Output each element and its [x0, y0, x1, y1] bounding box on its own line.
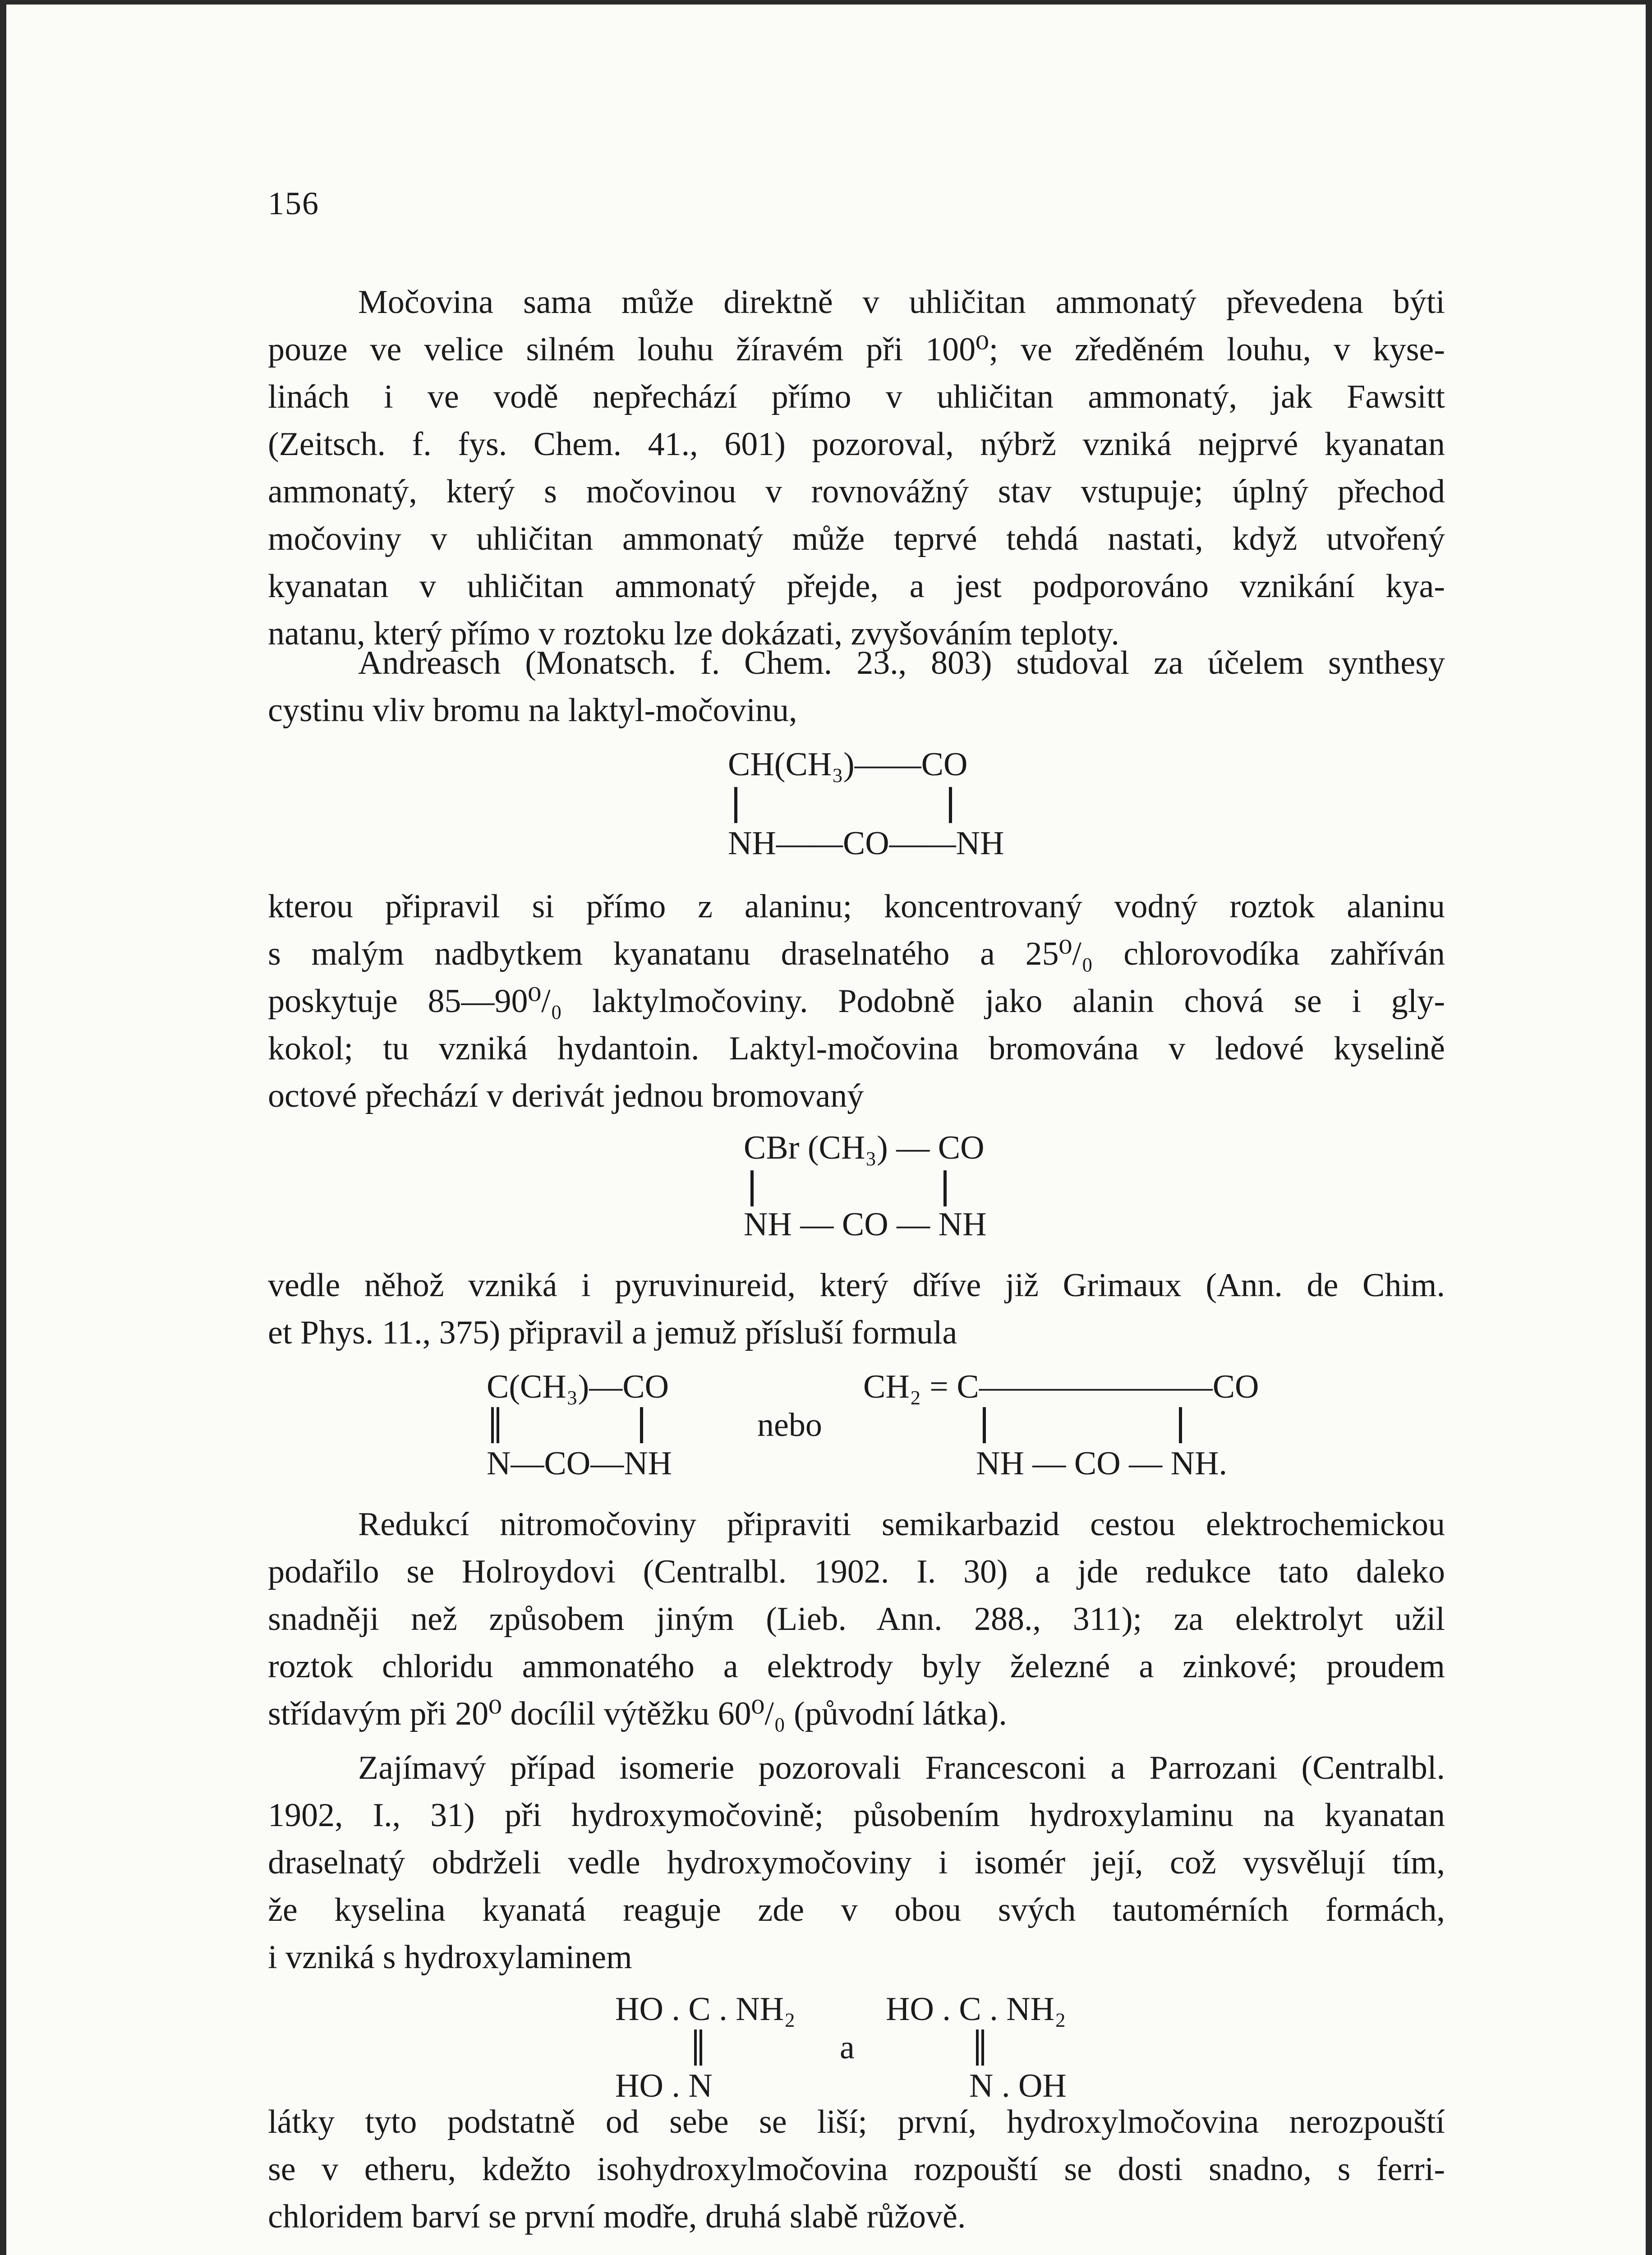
text-line: linách i ve vodě nepřechází přímo v uhličitan ammonatý, jak Fawsitt [268, 378, 1445, 415]
formula-4-left-bottom: HO . N [615, 2067, 713, 2104]
text-line: podařilo se Holroydovi (Centralbl. 1902. I. 30) a jde redukce tato daleko [268, 1553, 1445, 1590]
formula-3-conjunction: nebo [757, 1407, 822, 1444]
text-line: kterou připravil si přímo z alaninu; koncentrovaný vodný roztok alaninu [268, 888, 1445, 925]
formula-1-bottom: NH——CO——NH [728, 825, 1004, 862]
formula-3-double-bond [491, 1407, 499, 1443]
formula-4-left-top: HO . C . NH₂ [615, 1991, 796, 2028]
text-line: chloridem barví se první modře, druhá slabě růžově. [268, 2198, 966, 2235]
formula-3-right-bottom: NH — CO — NH. [976, 1445, 1228, 1482]
text-line: Zajímavý případ isomerie pozorovali Francesconi a Parrozani (Centralbl. [358, 1749, 1445, 1786]
formula-4-right-double-bond [976, 2030, 984, 2066]
text-line: et Phys. 11., 375) připravil a jemuž přísluší formula [268, 1314, 957, 1351]
text-line: vedle něhož vzniká i pyruvinureid, který dříve již Grimaux (Ann. de Chim. [268, 1267, 1445, 1304]
text-line: močoviny v uhličitan ammonatý může teprvé tehdá nastati, když utvořený [268, 520, 1445, 557]
text-line: snadněji než způsobem jiným (Lieb. Ann. 288., 311); za elektrolyt užil [268, 1601, 1445, 1638]
formula-1-bond-right [949, 787, 952, 823]
text-line: střídavým při 20⁰ docílil výtěžku 60⁰/₀ (původní látka). [268, 1695, 1007, 1732]
formula-2-bond-left [750, 1170, 754, 1206]
text-line: ammonatý, který s močovinou v rovnovážný stav vstupuje; úplný přechod [268, 473, 1445, 510]
text-line: cystinu vliv bromu na laktyl-močovinu, [268, 692, 797, 729]
text-line: Redukcí nitromočoviny připraviti semikarbazid cestou elektrochemickou [358, 1506, 1445, 1543]
text-line: kokol; tu vzniká hydantoin. Laktyl-močovina bromována v ledové kyselině [268, 1030, 1445, 1067]
formula-3-bond-left [983, 1407, 986, 1443]
text-line: kyanatan v uhličitan ammonatý přejde, a jest podporováno vznikání kya- [268, 568, 1445, 605]
formula-1-top: CH(CH₃)——CO [728, 746, 968, 783]
text-line: že kyselina kyanatá reaguje zde v obou svých tautomérních formách, [268, 1891, 1445, 1928]
formula-3-left-bottom: N—CO—NH [487, 1445, 672, 1482]
book-page [6, 5, 1646, 2255]
text-line: octové přechází v derivát jednou bromovaný [268, 1077, 864, 1114]
text-line: natanu, který přímo v roztoku lze dokázati, zvyšováním teploty. [268, 615, 1119, 652]
text-line: i vzniká s hydroxylaminem [268, 1939, 632, 1976]
formula-3-left-top: C(CH₃)—CO [487, 1368, 669, 1405]
text-line: s malým nadbytkem kyanatanu draselnatého a 25⁰/₀ chlorovodíka zahříván [268, 935, 1445, 972]
text-line: poskytuje 85—90⁰/₀ laktylmočoviny. Podobně jako alanin chová se i gly- [268, 983, 1445, 1020]
text-line: Andreasch (Monatsch. f. Chem. 23., 803) studoval za účelem synthesy [358, 644, 1445, 681]
text-line: Močovina sama může direktně v uhličitan ammonatý převedena býti [358, 284, 1445, 321]
text-line: roztok chloridu ammonatého a elektrody byly železné a zinkové; proudem [268, 1648, 1445, 1685]
formula-4-conjunction: a [840, 2029, 855, 2066]
formula-2-bottom: NH — CO — NH [744, 1206, 987, 1243]
page-number: 156 [268, 185, 319, 221]
formula-2-bond-right [943, 1170, 947, 1206]
formula-3-bond-right [1179, 1407, 1182, 1443]
formula-4-left-double-bond [694, 2030, 702, 2066]
text-line: draselnatý obdrželi vedle hydroxymočoviny i isomér její, což vysvělují tím, [268, 1844, 1445, 1881]
text-line: 1902, I., 31) při hydroxymočovině; působením hydroxylaminu na kyanatan [268, 1797, 1445, 1834]
formula-2-top: CBr (CH₃) — CO [744, 1129, 985, 1166]
formula-1-bond-left [734, 787, 737, 823]
text-line: látky tyto podstatně od sebe se liší; první, hydroxylmočovina nerozpouští [268, 2103, 1445, 2140]
formula-3-right-top: CH₂ = C———————CO [863, 1368, 1259, 1405]
formula-3-bond [640, 1407, 643, 1443]
text-line: se v etheru, kdežto isohydroxylmočovina rozpouští se dosti snadno, s ferri- [268, 2151, 1445, 2188]
formula-4-right-bottom: N . OH [969, 2067, 1067, 2104]
formula-4-right-top: HO . C . NH₂ [886, 1991, 1066, 2028]
text-line: pouze ve velice silném louhu žíravém při 100⁰; ve zředěném louhu, v kyse- [268, 331, 1445, 368]
text-line: (Zeitsch. f. fys. Chem. 41., 601) pozoroval, nýbrž vzniká nejprvé kyanatan [268, 426, 1445, 463]
